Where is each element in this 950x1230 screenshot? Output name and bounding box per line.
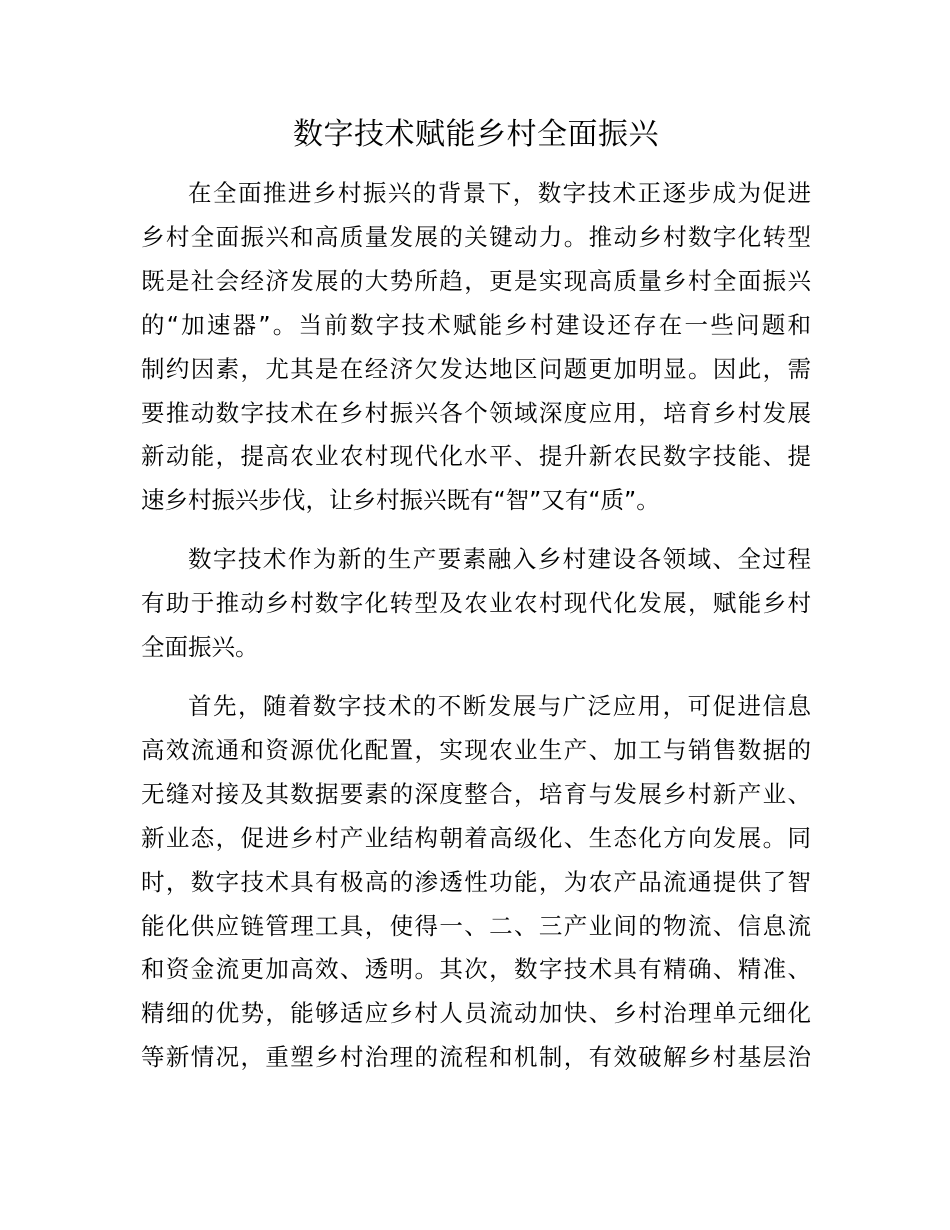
- text-line: 和资金流更加高效、透明。其次，数字技术具有精确、精准、: [141, 955, 811, 984]
- text-line: 高效流通和资源优化配置，实现农业生产、加工与销售数据的: [141, 735, 811, 764]
- text-line: 要推动数字技术在乡村振兴各个领域深度应用，培育乡村发展: [141, 398, 811, 427]
- text-line: 能化供应链管理工具，使得一、二、三产业间的物流、信息流: [141, 911, 811, 940]
- document-page: [141, 108, 811, 1080]
- text-line: 精细的优势，能够适应乡村人员流动加快、乡村治理单元细化: [141, 999, 811, 1028]
- text-line: 乡村全面振兴和高质量发展的关键动力。推动乡村数字化转型: [141, 222, 811, 251]
- text-line: 首先，随着数字技术的不断发展与广泛应用，可促进信息: [188, 691, 811, 720]
- text-line: 新业态，促进乡村产业结构朝着高级化、生态化方向发展。同: [141, 823, 811, 852]
- paragraph-3: [141, 685, 811, 1080]
- text-line: 全面振兴。: [141, 633, 259, 662]
- text-line: 时，数字技术具有极高的渗透性功能，为农产品流通提供了智: [141, 867, 811, 896]
- text-line: 速乡村振兴步伐，让乡村振兴既有“智”又有“质”。: [141, 486, 660, 515]
- text-line: 制约因素，尤其是在经济欠发达地区问题更加明显。因此，需: [141, 354, 811, 383]
- text-line: 的“加速器”。当前数字技术赋能乡村建设还存在一些问题和: [141, 310, 811, 339]
- text-line: 有助于推动乡村数字化转型及农业农村现代化发展，赋能乡村: [141, 589, 811, 618]
- paragraph-1: [141, 172, 811, 523]
- text-line: 无缝对接及其数据要素的深度整合，培育与发展乡村新产业、: [141, 779, 811, 808]
- document-title: 数字技术赋能乡村全面振兴: [293, 117, 659, 152]
- text-line: 新动能，提高农业农村现代化水平、提升新农民数字技能、提: [141, 442, 811, 471]
- text-line: 既是社会经济发展的大势所趋，更是实现高质量乡村全面振兴: [141, 266, 811, 295]
- text-line: 等新情况，重塑乡村治理的流程和机制，有效破解乡村基层治: [141, 1043, 811, 1072]
- text-line: 在全面推进乡村振兴的背景下，数字技术正逐步成为促进: [188, 179, 811, 207]
- text-line: 数字技术作为新的生产要素融入乡村建设各领域、全过程: [188, 545, 811, 574]
- paragraph-2: [141, 538, 811, 670]
